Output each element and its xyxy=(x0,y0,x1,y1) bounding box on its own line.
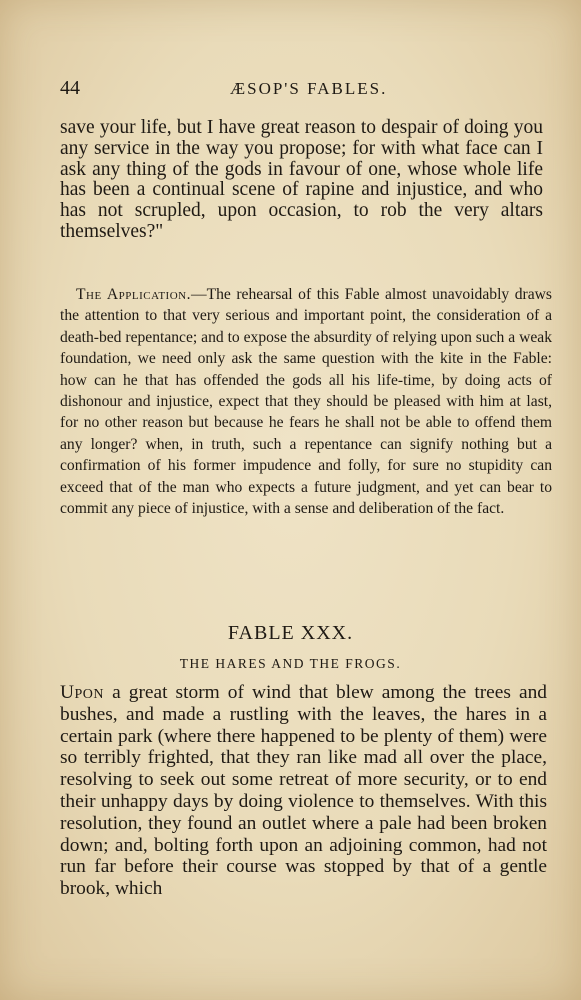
application-text: —The rehearsal of this Fable almost unavoidably draws the attention to that very serious and important point, the consideration of a death-bed repentance; and to expose the absurdity of relying upon such a weak foundation, we need only ask the same question with the kite in the Fable: how can he that has offended the gods all his life-time, by doing acts of dishonour and injustice, expect that they should be pleased with him at last, for no other reason but because he fears he shall not be able to offend them any longer? when, in truth, such a repentance can signify nothing but a confirmation of his former impudence and folly, for sure no stupidity can exceed that of the man who expects a future judgment, and yet can bear to commit any piece of injustice, with a sense and deliberation of the fact. xyxy=(60,286,552,518)
running-title: ÆSOP'S FABLES. xyxy=(230,79,388,98)
fable-text: a great storm of wind that blew among the trees and bushes, and made a rustling with the leaves, the hares in a certain park (where there happened to be plenty of them) were so terribly frighted, that they ran like mad all over the place, resolving to seek out some retreat of more security, or to end their unhappy days by doing violence to themselves. With this resolution, they found an outlet where a pale had been broken down; and, bolting forth upon an adjoining common, had not run far before their course was stopped by that of a gentle brook, which xyxy=(60,682,547,900)
fable-lead-word: Upon xyxy=(60,682,105,703)
application-lead: The Application. xyxy=(76,286,191,303)
page-number: 44 xyxy=(60,77,80,99)
running-head xyxy=(60,77,535,101)
fable-subtitle: THE HARES AND THE FROGS. xyxy=(179,656,402,671)
continuation-paragraph: save your life, but I have great reason to despair of doing you any service in the way you propose; for with what face can I ask any thing of the gods in favour of one, whose whole life has been a continual scene of rapine and injustice, and who has not scrupled, upon occasion, to rob the very altars themselves?" xyxy=(60,117,543,242)
application-paragraph xyxy=(60,284,552,519)
fable-title: FABLE XXX. xyxy=(227,622,354,644)
fable-paragraph xyxy=(60,682,547,900)
